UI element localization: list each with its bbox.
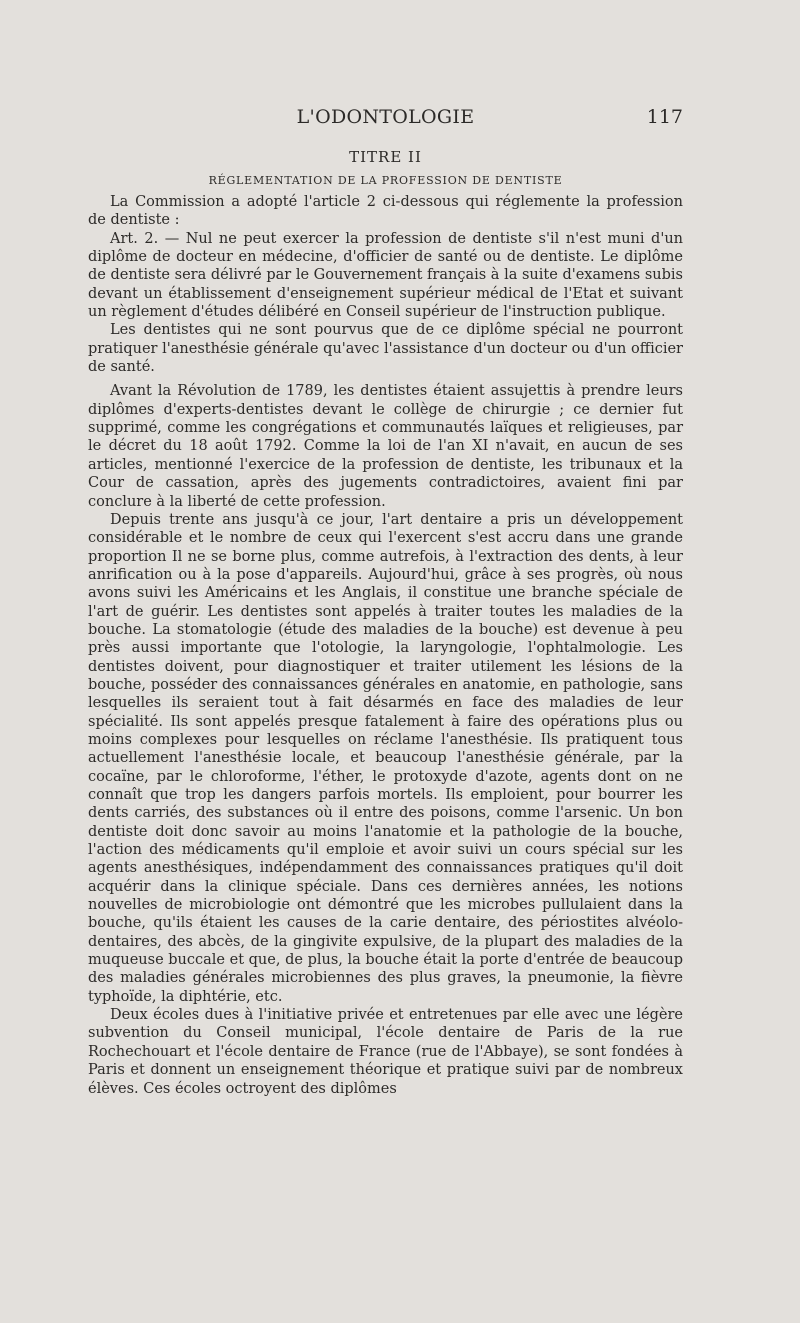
body-text — [88, 193, 683, 1098]
paragraph-anesthesia: Les dentistes qui ne sont pourvus que de ce diplôme spécial ne pourront pratiquer l'anesthésie générale qu'avec l'assistance d'un docteur ou d'un officier de santé. — [88, 322, 683, 376]
section-title: TITRE II — [349, 148, 422, 166]
paragraph-article-2: Art. 2. — Nul ne peut exercer la profession de dentiste s'il n'est muni d'un diplôme de docteur en médecine, d'officier de santé ou de dentiste. Le diplôme de dentiste sera délivré par le Gouvernement français à la suite d'examens subis devant un établissement d'enseignement supérieur médical de l'Etat et suivant un règlement d'études délibéré en Conseil supérieur de l'instruction publique. — [88, 230, 683, 321]
paragraph-commission: La Commission a adopté l'article 2 ci-dessous qui réglemente la profession de dentiste : — [88, 194, 683, 229]
paragraph-development: Depuis trente ans jusqu'à ce jour, l'art dentaire a pris un développement considérable et le nombre de ceux qui l'exercent s'est accru dans une grande proportion Il ne se borne plus, comme autrefois, à l'extraction des dents, à leur anrification ou à la pose d'appareils. Aujourd'hui, grâce à ses progrès, où nous avons suivi les Américains et les Anglais, il constitue une branche spéciale de l'art de guérir. Les dentistes sont appelés à traiter toutes les maladies de la bouche. La stomatologie (étude des maladies de la bouche) est devenue à peu près aussi importante que l'otologie, la laryngologie, l'ophtalmologie. Les dentistes doivent, pour diagnostiquer et traiter utilement les lésions de la bouche, posséder des connaissances générales en anatomie, en pathologie, sans lesquelles ils seraient tout à fait désarmés en face des maladies de leur spécialité. Ils sont appelés presque fatalement à faire des opérations plus ou moins complexes pour lesquelles on réclame l'anesthésie. Ils pratiquent tous actuellement l'anesthésie locale, et beaucoup l'anesthésie générale, par la cocaïne, par le chloroforme, l'éther, le protoxyde d'azote, agents dont on ne connaît que trop les dangers parfois mortels. Ils emploient, pour bourrer les dents carriés, des substances où il entre des poisons, comme l'arsenic. Un bon dentiste doit donc savoir au moins l'anatomie et la pathologie de la bouche, l'action des médicaments qu'il emploie et avoir suivi un cours spécial sur les agents anesthésiques, indépendamment des connaissances pratiques qu'il doit acquérir dans la clinique spéciale. Dans ces dernières années, les notions nouvelles de microbiologie ont démontré que les microbes pullulaient dans la bouche, qu'ils étaient les causes de la carie dentaire, des périostites alvéolo-dentaires, des abcès, de la gingivite expulsive, de la plupart des maladies de la muqueuse buccale et que, de plus, la bouche était la porte d'entrée de beaucoup des maladies générales microbiennes des plus graves, la pneumonie, la fièvre typhoïde, la diphtérie, etc. — [88, 511, 683, 1005]
paragraph-revolution: Avant la Révolution de 1789, les dentistes étaient assujettis à prendre leurs diplômes d'experts-dentistes devant le collège de chirurgie ; ce dernier fut supprimé, comme les congrégations et communautés laïques et religieuses, par le décret du 18 août 1792. Comme la loi de l'an XI n'avait, en aucun de ses articles, mentionné l'exercice de la profession de dentiste, les tribunaux et la Cour de cassation, après des jugements contradictoires, avaient fini par conclure à la liberté de cette profession. — [88, 383, 683, 510]
paragraph-schools: Deux écoles dues à l'initiative privée et entretenues par elle avec une légère subvention du Conseil municipal, l'école dentaire de Paris de la rue Rochechouart et l'école dentaire de France (rue de l'Abbaye), se sont fondées à Paris et donnent un enseignement théorique et pratique suivi par de nombreux élèves. Ces écoles octroyent des diplômes — [88, 1007, 683, 1097]
running-head — [88, 106, 683, 138]
section-subtitle: RÉGLEMENTATION DE LA PROFESSION DE DENTISTE — [208, 174, 563, 187]
running-title: L'ODONTOLOGIE — [296, 106, 475, 128]
page-number: 117 — [646, 106, 683, 128]
